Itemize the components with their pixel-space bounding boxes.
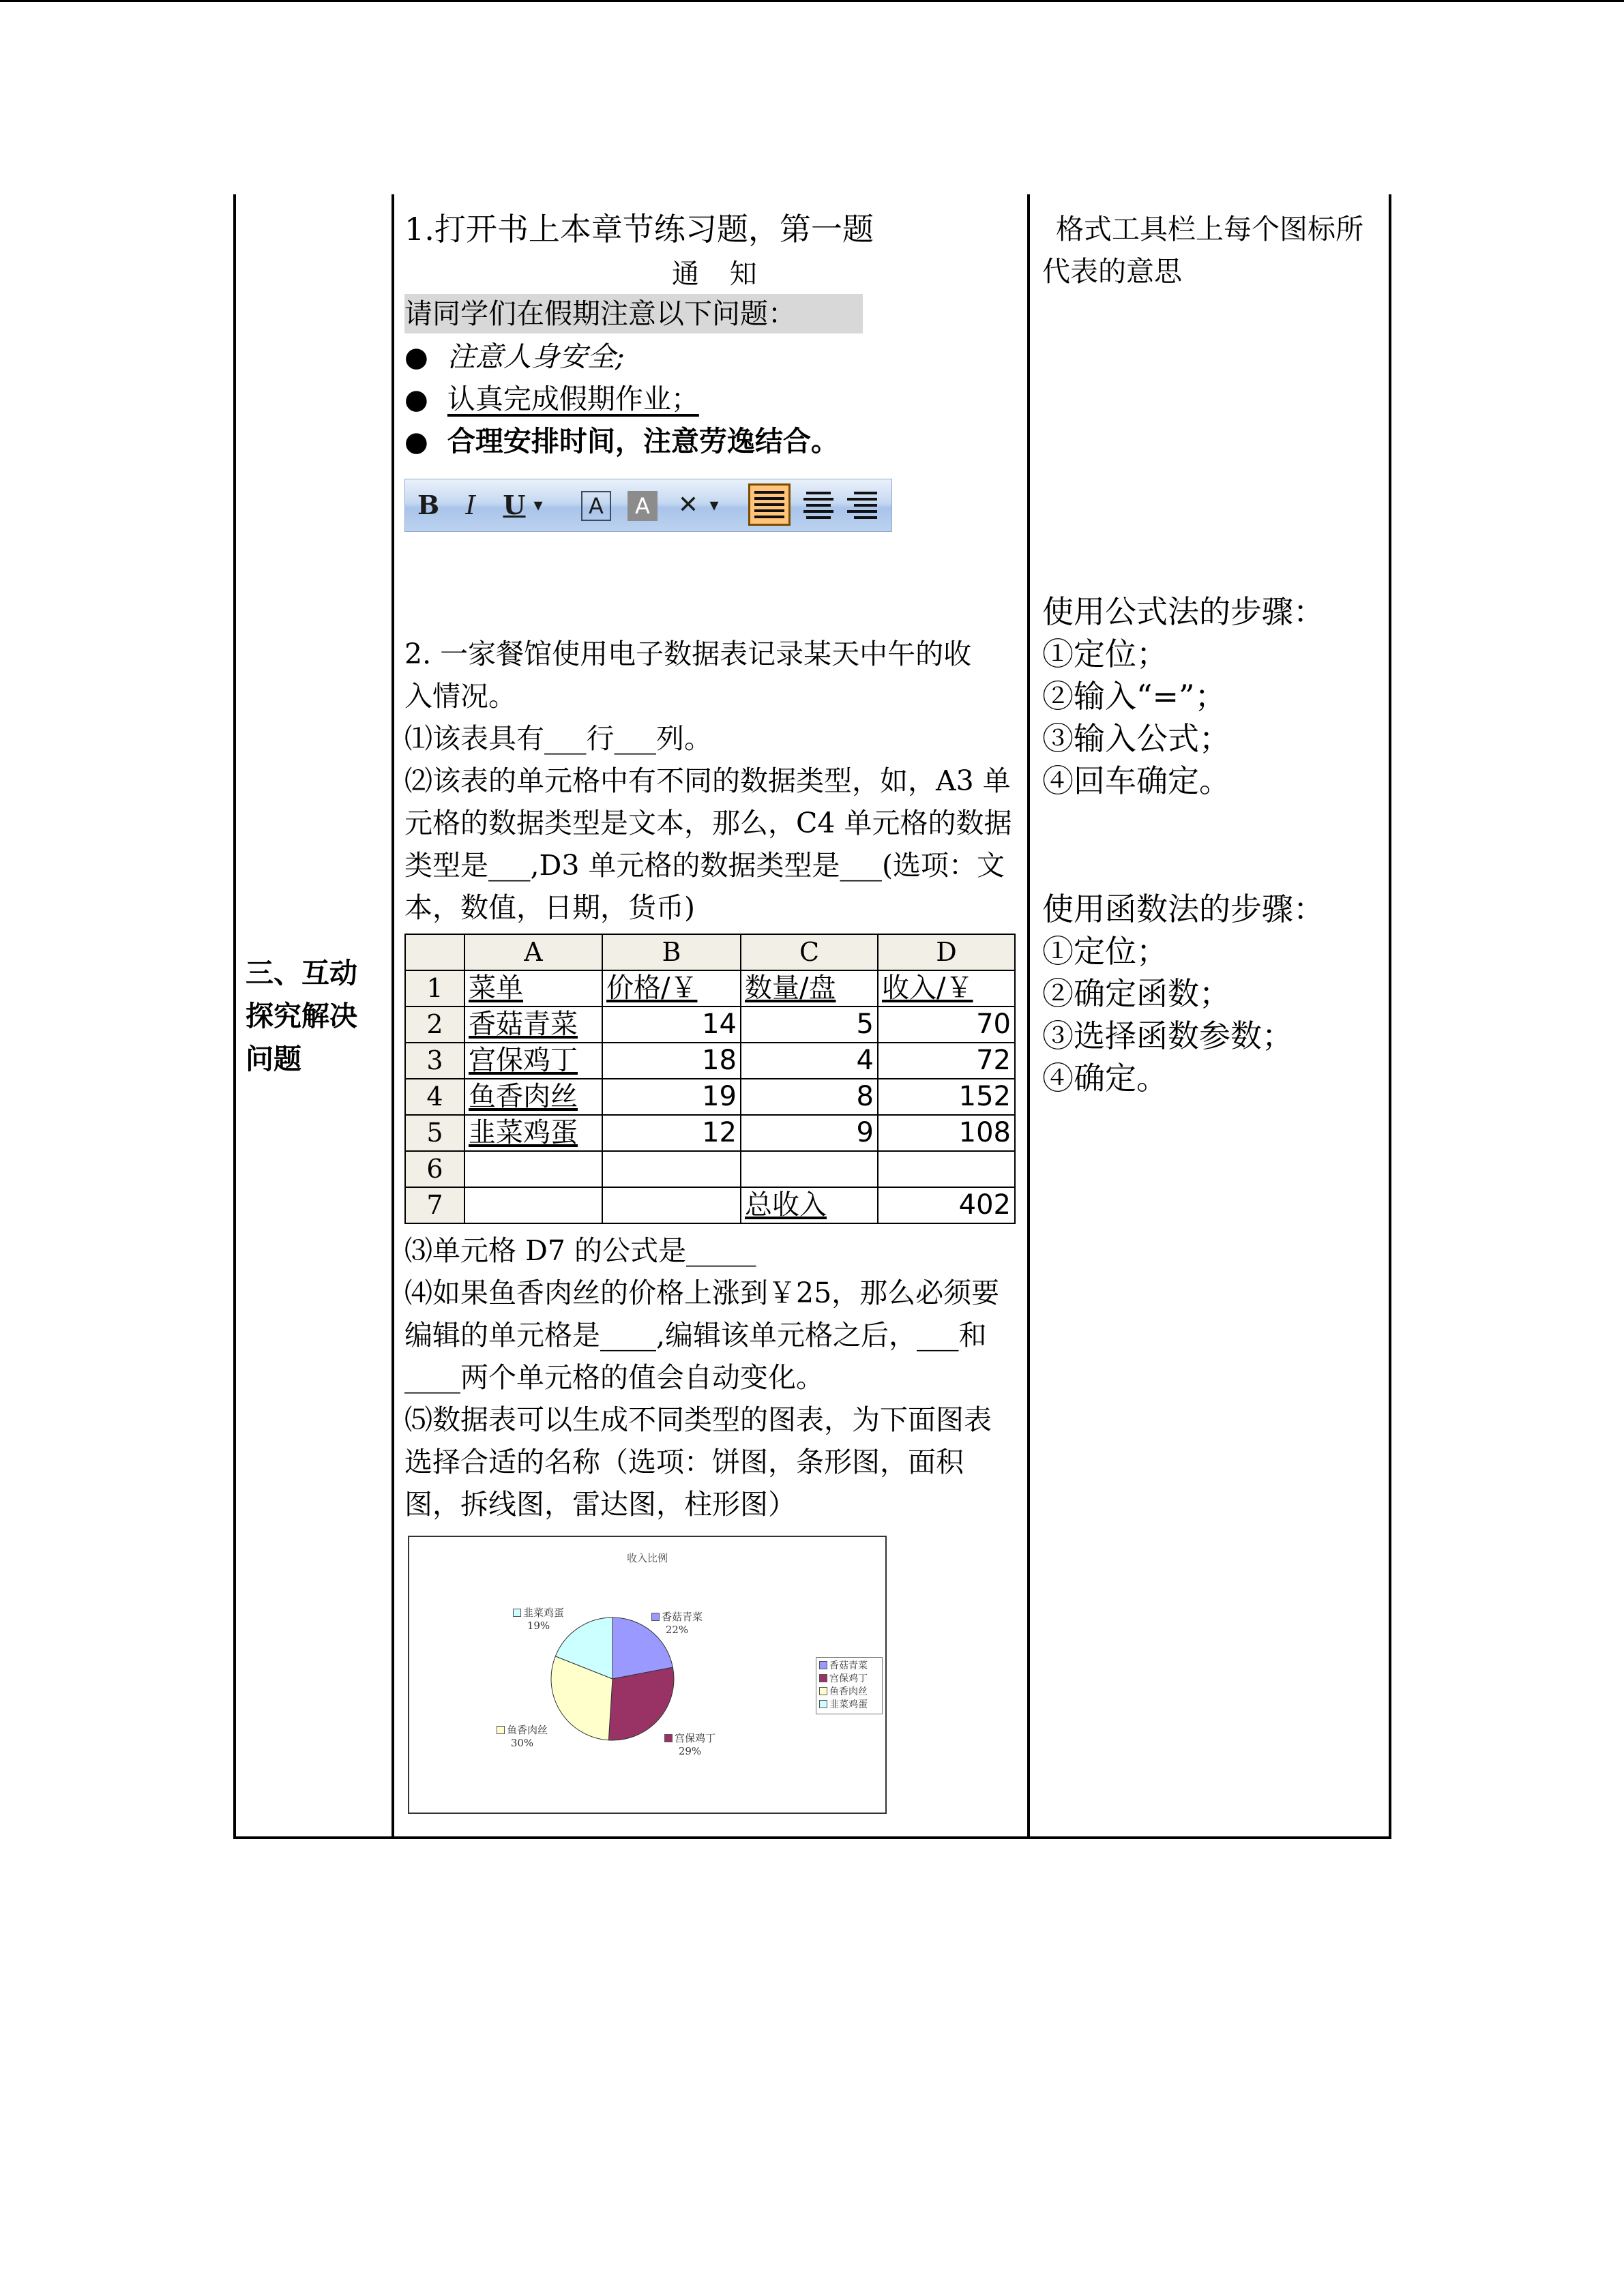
sheet-row xyxy=(405,1115,1015,1151)
sheet-cell: 收入/￥ xyxy=(878,970,1015,1007)
legend-swatch xyxy=(819,1700,827,1708)
sheet-cell: 12 xyxy=(602,1115,741,1151)
sheet-cell: 价格/￥ xyxy=(602,970,741,1007)
slice-label: 香菇青菜 22% xyxy=(651,1611,703,1637)
exercise2-line: 本，数值，日期，货币) xyxy=(404,891,695,924)
justify-align-icon xyxy=(754,491,784,520)
slice-color-swatch xyxy=(651,1613,660,1621)
section-label: 三、互动 探究解决 问题 xyxy=(246,957,357,1075)
legend-swatch xyxy=(819,1687,827,1695)
legend-swatch xyxy=(819,1661,827,1669)
sheet-cell: 18 xyxy=(602,1043,741,1079)
sheet-cell: 19 xyxy=(602,1079,741,1115)
format-toolbar xyxy=(404,479,892,532)
exercise2-line: ____两个单元格的值会自动变化。 xyxy=(404,1361,824,1394)
page-top-border xyxy=(0,0,1624,2)
row-number: 3 xyxy=(405,1043,464,1079)
formula-step: ④回车确定。 xyxy=(1042,762,1230,799)
row-number: 2 xyxy=(405,1007,464,1043)
formula-step: ②输入“=”； xyxy=(1042,678,1226,715)
bold-icon[interactable]: B xyxy=(417,490,440,520)
sheet-cell: 14 xyxy=(602,1007,741,1043)
chevron-down-icon[interactable]: ▾ xyxy=(533,495,543,516)
exercise2-line: 图，拆线图，雷达图，柱形图） xyxy=(404,1488,796,1521)
sheet-cell: 72 xyxy=(878,1043,1015,1079)
chart-legend xyxy=(816,1657,883,1714)
right-align-icon[interactable] xyxy=(847,492,877,520)
exercise1-heading: 1.打开书上本章节练习题，第一题 xyxy=(404,211,874,248)
sheet-cell: 9 xyxy=(741,1115,878,1151)
sheet-cell: 402 xyxy=(878,1187,1015,1223)
spreadsheet-table xyxy=(404,934,1016,1224)
bullet-icon: ● xyxy=(404,426,428,458)
column-header: A xyxy=(464,934,602,970)
exercise2-line: 选择合适的名称（选项：饼图，条形图，面积 xyxy=(404,1446,964,1478)
legend-item: 宫保鸡丁 xyxy=(819,1673,879,1686)
table-right-border xyxy=(1389,194,1391,1839)
notice-heading: 请同学们在假期注意以下问题： xyxy=(404,294,863,333)
sheet-cell xyxy=(878,1151,1015,1187)
exercise2-line: 2. 一家餐馆使用电子数据表记录某天中午的收 xyxy=(404,638,972,670)
sheet-cell xyxy=(464,1151,602,1187)
notice-bullet-item xyxy=(404,420,839,463)
sheet-cell: 总收入 xyxy=(741,1187,878,1223)
table-left-border xyxy=(233,194,236,1839)
sheet-header-row xyxy=(405,934,1015,970)
table-column-divider xyxy=(392,194,394,1839)
exercise2-line: 入情况。 xyxy=(404,680,516,713)
sheet-cell xyxy=(464,1187,602,1223)
exercise2-line: ⑴该表具有___行___列。 xyxy=(404,722,712,755)
exercise2-line: ⑷如果鱼香肉丝的价格上涨到￥25，那么必须要 xyxy=(404,1277,1000,1309)
legend-swatch xyxy=(819,1674,827,1682)
font-color-icon[interactable]: A xyxy=(581,491,611,521)
legend-item: 韭菜鸡蛋 xyxy=(819,1699,879,1712)
sheet-cell: 70 xyxy=(878,1007,1015,1043)
function-steps xyxy=(1042,888,1325,1099)
center-align-icon[interactable] xyxy=(803,492,833,520)
function-step: ①定位； xyxy=(1042,933,1168,970)
sheet-cell: 4 xyxy=(741,1043,878,1079)
slice-color-swatch xyxy=(664,1734,673,1742)
slice-color-swatch xyxy=(513,1609,521,1617)
sheet-cell: 108 xyxy=(878,1115,1015,1151)
legend-item: 香菇青菜 xyxy=(819,1660,879,1673)
exercise2-line: ⑶单元格 D7 的公式是_____ xyxy=(404,1234,756,1267)
function-step: ③选择函数参数； xyxy=(1042,1017,1293,1054)
sheet-cell xyxy=(602,1187,741,1223)
row-number: 1 xyxy=(405,970,464,1007)
sheet-cell: 菜单 xyxy=(464,970,602,1007)
bullet-text: 认真完成假期作业； xyxy=(447,383,699,415)
sheet-row xyxy=(405,1007,1015,1043)
exercise2-line: 元格的数据类型是文本，那么，C4 单元格的数据 xyxy=(404,807,1012,839)
sheet-cell xyxy=(602,1151,741,1187)
column-header: C xyxy=(741,934,878,970)
exercise2-line: ⑸数据表可以生成不同类型的图表，为下面图表 xyxy=(404,1403,992,1436)
sheet-cell: 数量/盘 xyxy=(741,970,878,1007)
pie-chart xyxy=(408,1536,887,1814)
notice-bullet-item xyxy=(404,378,699,421)
column-header: D xyxy=(878,934,1015,970)
formula-title: 使用公式法的步骤： xyxy=(1042,593,1325,630)
sheet-row xyxy=(405,1079,1015,1115)
sheet-cell: 韭菜鸡蛋 xyxy=(464,1115,602,1151)
exercise2-line: 编辑的单元格是____,编辑该单元格之后，___和 xyxy=(404,1319,987,1352)
function-step: ②确定函数； xyxy=(1042,975,1230,1012)
toolbar-note: 格式工具栏上每个图标所 代表的意思 xyxy=(1042,213,1363,288)
justify-align-button[interactable] xyxy=(748,483,791,526)
notice-title: 通 知 xyxy=(672,258,768,290)
formula-steps xyxy=(1042,591,1325,802)
sheet-cell: 宫保鸡丁 xyxy=(464,1043,602,1079)
sheet-row xyxy=(405,1187,1015,1223)
formula-step: ①定位； xyxy=(1042,636,1168,672)
sheet-row xyxy=(405,1043,1015,1079)
highlight-icon[interactable]: A xyxy=(628,491,658,521)
formula-step: ③输入公式； xyxy=(1042,720,1230,757)
sheet-cell: 香菇青菜 xyxy=(464,1007,602,1043)
italic-icon[interactable]: I xyxy=(465,490,476,520)
sheet-row xyxy=(405,970,1015,1007)
slice-label: 鱼香肉丝 30% xyxy=(497,1724,548,1750)
sheet-row xyxy=(405,1151,1015,1187)
slice-label: 宫保鸡丁 29% xyxy=(664,1732,715,1758)
bullet-icon: ● xyxy=(404,384,428,415)
exercise2-line: ⑵该表的单元格中有不同的数据类型，如，A3 单 xyxy=(404,764,1011,797)
bullet-icon: ● xyxy=(404,342,428,373)
pie-chart-svg xyxy=(409,1537,887,1814)
sheet-cell: 5 xyxy=(741,1007,878,1043)
underline-icon[interactable]: U xyxy=(503,490,526,520)
row-number: 5 xyxy=(405,1115,464,1151)
sheet-cell: 8 xyxy=(741,1079,878,1115)
pie-slice-2 xyxy=(608,1667,674,1740)
slice-color-swatch xyxy=(497,1726,505,1734)
notice-bullet-item xyxy=(404,336,625,378)
bullet-text: 合理安排时间，注意劳逸结合。 xyxy=(447,425,839,458)
legend-item: 鱼香肉丝 xyxy=(819,1686,879,1699)
exercise2-line: 类型是___,D3 单元格的数据类型是___(选项：文 xyxy=(404,849,1005,882)
function-title: 使用函数法的步骤： xyxy=(1042,891,1325,927)
chart-title: 收入比例 xyxy=(626,1552,668,1564)
table-column-divider xyxy=(1027,194,1030,1839)
sheet-cell xyxy=(741,1151,878,1187)
special-format-icon[interactable]: ✕ xyxy=(677,491,699,519)
sheet-cell: 鱼香肉丝 xyxy=(464,1079,602,1115)
sheet-corner-cell xyxy=(405,934,464,970)
bullet-text: 注意人身安全; xyxy=(447,340,625,373)
table-bottom-border xyxy=(233,1836,1391,1839)
chevron-down-icon[interactable]: ▾ xyxy=(709,495,719,516)
sheet-cell: 152 xyxy=(878,1079,1015,1115)
row-number: 6 xyxy=(405,1151,464,1187)
row-number: 7 xyxy=(405,1187,464,1223)
row-number: 4 xyxy=(405,1079,464,1115)
function-step: ④确定。 xyxy=(1042,1060,1168,1097)
slice-label: 韭菜鸡蛋 19% xyxy=(513,1607,564,1632)
column-header: B xyxy=(602,934,741,970)
